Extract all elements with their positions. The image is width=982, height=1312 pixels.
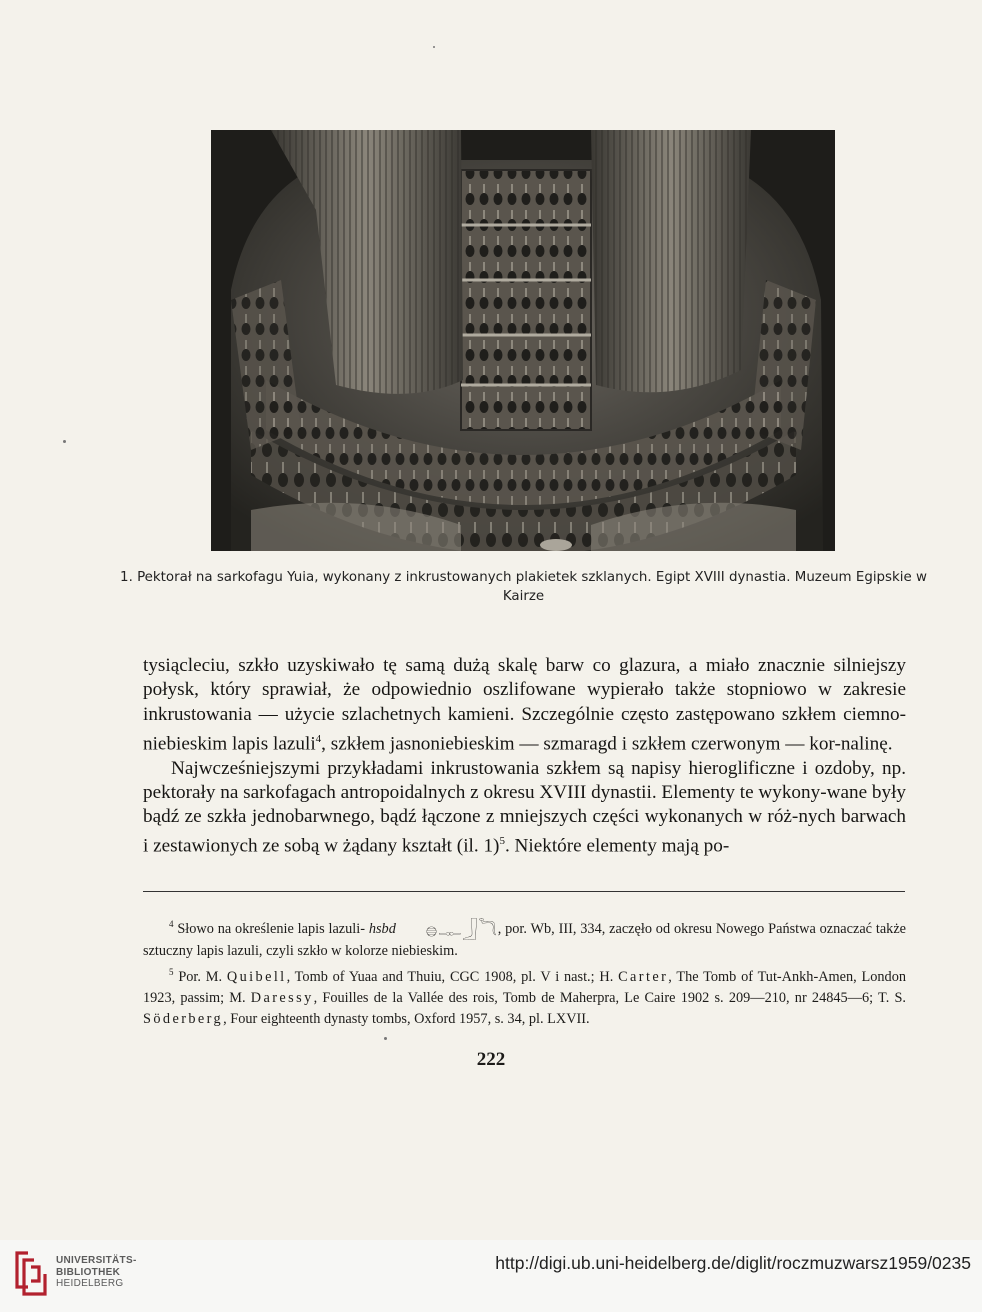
sarcophagus-pectoral-photo — [211, 130, 835, 551]
page-number: 222 — [476, 1049, 506, 1070]
speck — [433, 46, 435, 48]
footer-bar — [0, 1240, 982, 1312]
library-logo-icon[interactable] — [14, 1250, 48, 1298]
figure-caption: 1. Pektorał na sarkofagu Yuia, wykonany z inkrustowanych plakietek szklanych. Egipt XVIII dynastia. Muzeum Egipskie w Kairze — [120, 570, 927, 604]
footnote-4: $^4$ Słowo na określenie lapis lazuli- hsbd 𓐍𓊃𓃀𓆓, por. Wb, III, 334, zaczęło od okresu Nowego Państwa oznaczać także sztuczny lapis lazuli, czyli szkło w kolorze niebieskim. — [143, 919, 907, 959]
source-url-link[interactable]: http://digi.ub.uni-heidelberg.de/diglit/roczmuzwarsz1959/0235 — [495, 1253, 971, 1273]
paragraph: Najwcześniejszymi przykładami inkrustowania szkłem są napisy hieroglificzne i ozdoby, np. pektorały na sarkofagach antropoidalnych z okresu XVIII dynastii. Elementy te wykony-wane były bądź ze szkła jednobarwnego, bądź łączone z mniejszych części wykonanych w róż-nych barwach i zestawionych ze sobą w żądany kształt (il. 1)$^5$. Niektóre elementy mają po- — [143, 757, 906, 857]
footnote-divider — [143, 891, 905, 892]
library-name[interactable]: UNIVERSITÄTS- BIBLIOTHEK HEIDELBERG — [56, 1255, 137, 1289]
footnote-ref-5[interactable]: 5 — [499, 835, 505, 848]
hieroglyph-icon: 𓐍𓊃𓃀𓆓 — [425, 919, 498, 940]
footnote-ref-4[interactable]: 4 — [315, 732, 322, 745]
speck — [63, 440, 66, 443]
speck — [384, 1037, 387, 1040]
footnote-5: $^5$ Por. M. Quibell, Tomb of Yuaa and Thuiu, CGC 1908, pl. V i nast.; H. Carter, The Tomb of Tut-Ankh-Amen, London 1923, passim; M. Daressy, Fouilles de la Vallée des rois, Tomb de Maherpra, Le Caire 1902 s. 209—210, nr 24845—6; T. S. Söderberg, Four eighteenth dynasty tombs, Oxford 1957, s. 34, pl. LXVII. — [143, 966, 907, 1027]
body-text — [143, 654, 906, 859]
paragraph: tysiącleciu, szkło uzyskiwało tę samą dużą skalę barw co glazura, a miało znacznie silniejszy połysk, który sprawiał, że odpowiednio oszlifowane wypierało także stopniowo w zakresie inkrustowania — użycie szlachetnych kamieni. Szczególnie często zastępowano szkłem ciemno-niebieskim lapis lazuli$^4$, szkłem jasnoniebieskim — szmaragd i szkłem czerwonym — kor-nalinę. — [143, 655, 906, 755]
footnotes — [143, 914, 906, 1030]
